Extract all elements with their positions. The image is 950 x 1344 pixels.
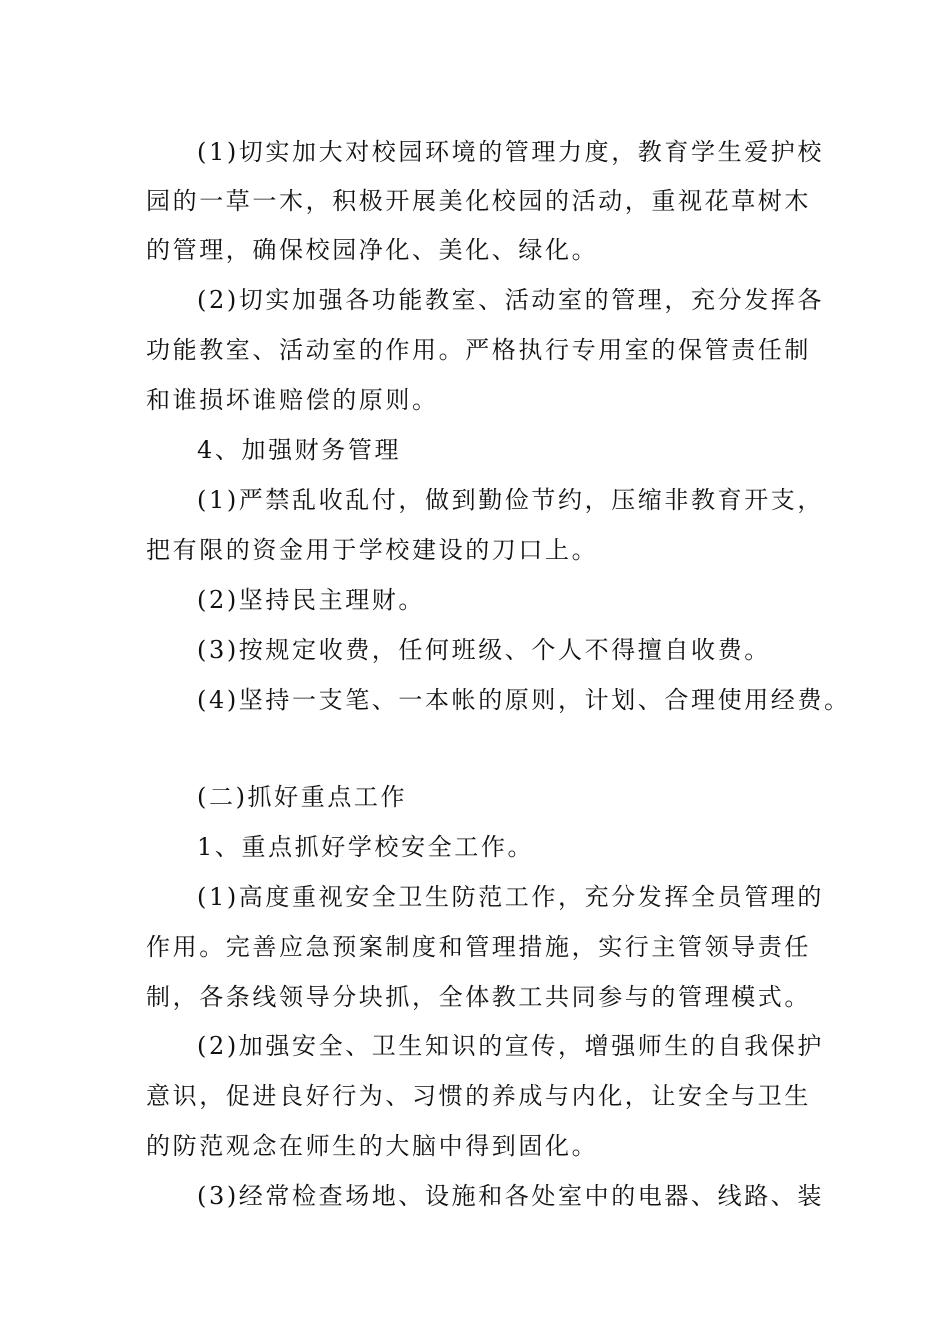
paragraph-line: (2)加强安全、卫生知识的宣传，增强师生的自我保护 bbox=[197, 1032, 824, 1060]
paragraph-line: (2)切实加强各功能教室、活动室的管理，充分发挥各 bbox=[197, 286, 824, 314]
paragraph-line: (1)切实加大对校园环境的管理力度，教育学生爱护校 bbox=[197, 138, 824, 166]
paragraph-line: 的防范观念在师生的大脑中得到固化。 bbox=[146, 1132, 599, 1160]
section-heading: 4、加强财务管理 bbox=[197, 436, 402, 464]
paragraph-line: 园的一草一木，积极开展美化校园的活动，重视花草树木 bbox=[146, 187, 811, 215]
paragraph-line: 作用。完善应急预案制度和管理措施，实行主管领导责任 bbox=[146, 933, 811, 961]
paragraph-line: 和谁损坏谁赔偿的原则。 bbox=[146, 386, 439, 414]
paragraph-line: (4)坚持一支笔、一本帐的原则，计划、合理使用经费。 bbox=[197, 686, 851, 714]
paragraph-line: 制，各条线领导分块抓，全体教工共同参与的管理模式。 bbox=[146, 983, 811, 1011]
paragraph-line: (1)严禁乱收乱付，做到勤俭节约，压缩非教育开支， bbox=[197, 486, 824, 514]
paragraph-line: 功能教室、活动室的作用。严格执行专用室的保管责任制 bbox=[146, 336, 811, 364]
paragraph-line: 把有限的资金用于学校建设的刀口上。 bbox=[146, 536, 599, 564]
paragraph-line: 意识，促进良好行为、习惯的养成与内化，让安全与卫生 bbox=[146, 1082, 811, 1110]
paragraph-line: (2)坚持民主理财。 bbox=[197, 586, 425, 614]
paragraph-line: (1)高度重视安全卫生防范工作，充分发挥全员管理的 bbox=[197, 883, 824, 911]
paragraph-line: (3)按规定收费，任何班级、个人不得擅自收费。 bbox=[197, 636, 771, 664]
section-heading: (二)抓好重点工作 bbox=[197, 783, 408, 811]
paragraph-line: (3)经常检查场地、设施和各处室中的电器、线路、装 bbox=[197, 1182, 824, 1210]
paragraph-line: 的管理，确保校园净化、美化、绿化。 bbox=[146, 236, 599, 264]
subsection-heading: 1、重点抓好学校安全工作。 bbox=[197, 833, 535, 861]
